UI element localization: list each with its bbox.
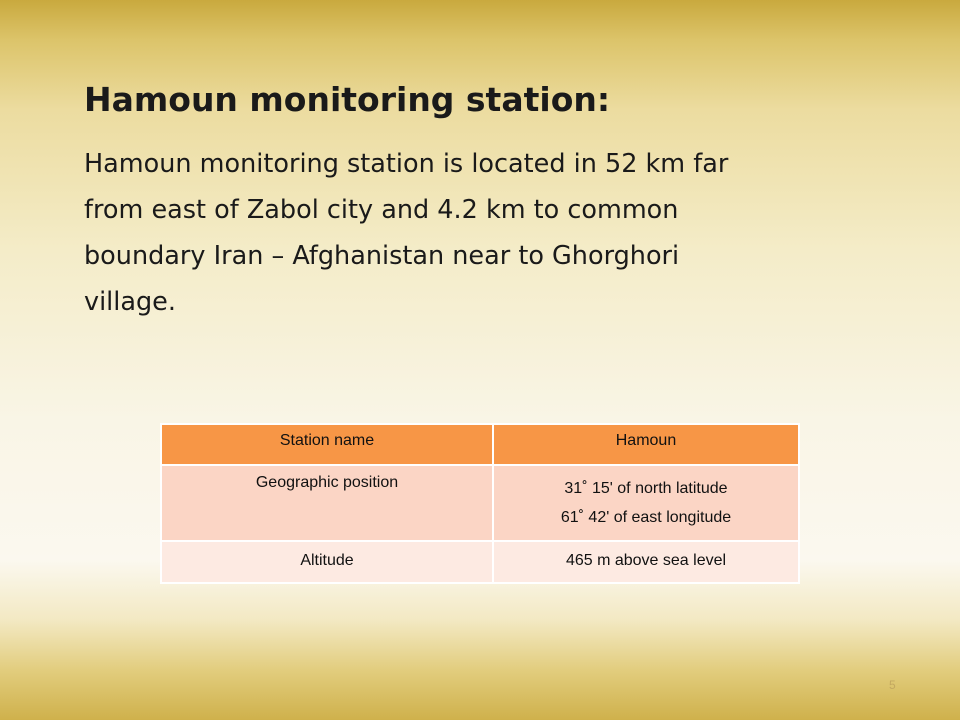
row-value-geographic-position — [493, 465, 799, 541]
table-row — [161, 541, 799, 583]
table-row — [161, 465, 799, 541]
page-number: 5 — [889, 678, 896, 692]
longitude-value: 61˚ 42' of east longitude — [560, 509, 732, 526]
row-label-altitude: Altitude — [161, 541, 493, 583]
slide-title: Hamoun monitoring station: — [84, 80, 611, 119]
table-header-row — [161, 424, 799, 465]
body-line: boundary Iran – Afghanistan near to Ghorghori — [84, 241, 680, 271]
body-line: from east of Zabol city and 4.2 km to common — [84, 195, 679, 225]
row-label-geographic-position: Geographic position — [161, 465, 493, 541]
slide-body-text — [84, 141, 844, 325]
header-cell-hamoun: Hamoun — [493, 424, 799, 465]
row-value-altitude: 465 m above sea level — [493, 541, 799, 583]
body-line: village. — [84, 287, 176, 317]
latitude-value: 31˚ 15' of north latitude — [564, 480, 728, 497]
station-info-table — [160, 423, 800, 584]
header-cell-station-name: Station name — [161, 424, 493, 465]
body-line: Hamoun monitoring station is located in 52 km far — [84, 149, 729, 179]
